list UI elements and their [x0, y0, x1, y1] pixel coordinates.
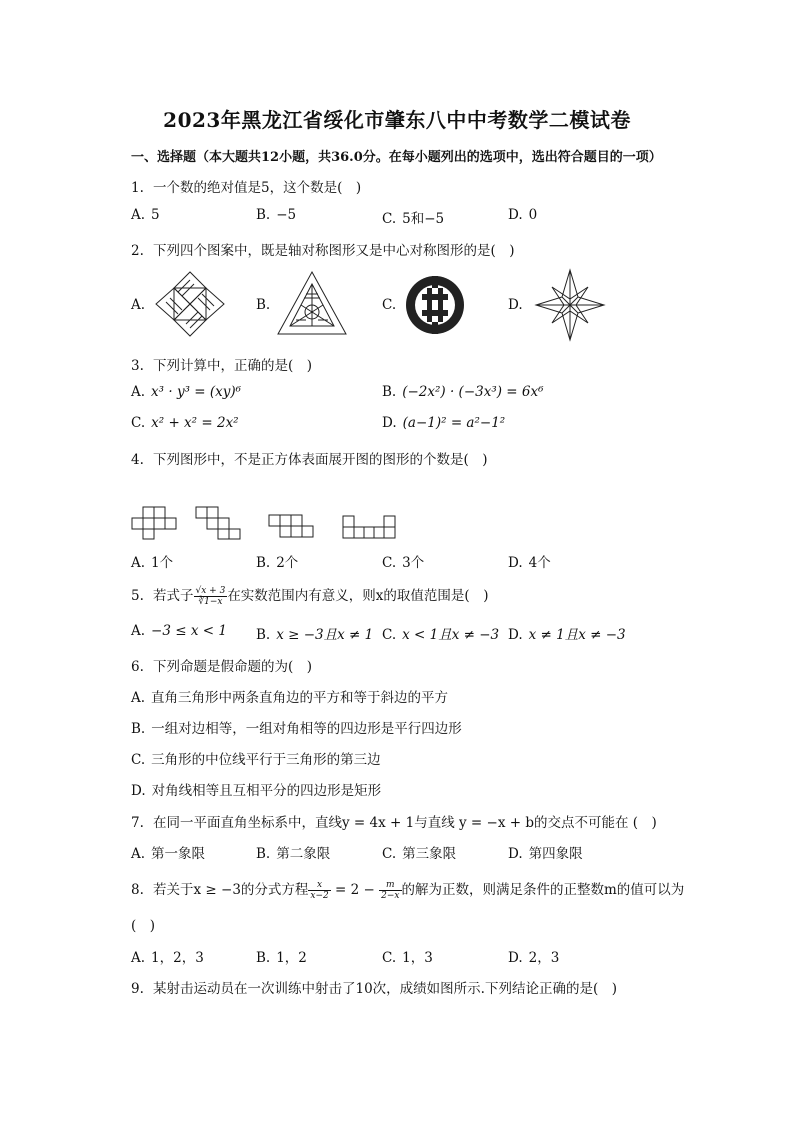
q2-option-a: A. — [131, 297, 146, 313]
q6-option-c: C. 三角形的中位线平行于三角形的第三边 — [131, 752, 381, 768]
question-4: 4. 下列图形中，不是正方体表面展开图的图形的个数是( ) — [131, 452, 488, 468]
question-6: 6. 下列命题是假命题的为( ) — [131, 659, 313, 675]
q3-option-d: D. (a−1)² = a²−1² — [382, 415, 506, 431]
question-text: 下列命题是假命题的为( ) — [153, 659, 313, 675]
question-number: 1. — [131, 180, 144, 196]
q3-option-c: C. x² + x² = 2x² — [131, 415, 239, 431]
q5-option-c: C. x < 1且x ≠ −3 — [382, 627, 500, 643]
q4-option-b: B. 2个 — [256, 555, 299, 571]
question-1 — [131, 176, 361, 196]
question-2: 2. 下列四个图案中，既是轴对称图形又是中心对称图形的是( ) — [131, 243, 515, 259]
question-5: 5. 若式子 $\frac{√x + 3}{∛1-x}$ 在实数范围内有意义，则x的取值范围是( ) — [131, 586, 489, 607]
pinwheel-figure — [152, 268, 228, 340]
question-text: 一个数的绝对值是5，这个数是( ) — [153, 180, 362, 196]
cube-net-1 — [131, 506, 179, 540]
q2-option-c: C. — [382, 297, 397, 313]
q5-option-d: D. x ≠ 1且x ≠ −3 — [508, 627, 626, 643]
fraction-2: $\frac{m}{2-x}$ — [381, 880, 400, 901]
question-text: 下列图形中，不是正方体表面展开图的图形的个数是( ) — [153, 452, 488, 468]
q3-option-b: B. (−2x²) · (−3x³) = 6x⁶ — [382, 384, 544, 400]
q5-option-a: A. −3 ≤ x < 1 — [131, 623, 227, 639]
q8-option-a: A. 1，2，3 — [131, 950, 204, 966]
q8-option-c: C. 1，3 — [382, 950, 433, 966]
question-text: 下列四个图案中，既是轴对称图形又是中心对称图形的是( ) — [153, 243, 515, 259]
cube-net-4 — [342, 515, 398, 541]
q6-option-a: A. 直角三角形中两条直角边的平方和等于斜边的平方 — [131, 690, 449, 706]
q3-option-a: A. x³ · y³ = (xy)⁶ — [131, 384, 242, 400]
question-text: 某射击运动员在一次训练中射击了10次，成绩如图所示.下列结论正确的是( ) — [153, 981, 618, 997]
q4-option-a: A. 1个 — [131, 555, 174, 571]
q6-option-d: D. 对角线相等且互相平分的四边形是矩形 — [131, 783, 382, 799]
q6-option-b: B. 一组对边相等，一组对角相等的四边形是平行四边形 — [131, 721, 462, 737]
bank-logo-figure — [404, 274, 466, 336]
question-7: 7. 在同一平面直角坐标系中，直线y = 4x + 1与直线 y = −x + b的交点不可能在 ( ) — [131, 815, 657, 831]
radical-fraction: $\frac{√x + 3}{∛1-x}$ — [195, 586, 226, 607]
q4-option-d: D. 4个 — [508, 555, 551, 571]
q2-option-d: D. — [508, 297, 523, 313]
q7-option-c: C. 第三象限 — [382, 846, 457, 862]
q5-option-b: B. x ≥ −3且x ≠ 1 — [256, 627, 374, 643]
q1-option-a: A. 5 — [131, 207, 160, 223]
q2-option-b: B. — [256, 297, 271, 313]
q7-option-a: A. 第一象限 — [131, 846, 206, 862]
question-text: 下列计算中，正确的是( ) — [153, 358, 313, 374]
cube-net-2 — [195, 506, 243, 540]
question-8-continued: ( ) — [131, 918, 156, 934]
q8-option-d: D. 2，3 — [508, 950, 560, 966]
cube-net-3 — [268, 514, 316, 540]
q1-option-c: C. 5和−5 — [382, 211, 445, 227]
triangle-figure — [276, 270, 348, 338]
question-3: 3. 下列计算中，正确的是( ) — [131, 358, 313, 374]
star-figure — [534, 268, 606, 342]
q1-option-b: B. −5 — [256, 207, 297, 223]
section-heading: 一、选择题（本大题共12小题，共36.0分。在每小题列出的选项中，选出符合题目的一项） — [131, 150, 662, 165]
q1-option-d: D. 0 — [508, 207, 538, 223]
question-9: 9. 某射击运动员在一次训练中射击了10次，成绩如图所示.下列结论正确的是( ) — [131, 981, 618, 997]
q7-option-b: B. 第二象限 — [256, 846, 331, 862]
q8-option-b: B. 1，2 — [256, 950, 307, 966]
q4-option-c: C. 3个 — [382, 555, 425, 571]
question-text: 在同一平面直角坐标系中，直线y = 4x + 1与直线 y = −x + b的交点不可能在 ( ) — [153, 815, 657, 831]
q7-option-d: D. 第四象限 — [508, 846, 583, 862]
question-8: 8. 若关于x ≥ −3的分式方程 $\frac{x}{x-2}$ = 2 − $\frac{m}{2-x}$ 的解为正数，则满足条件的正整数m的值可以为 — [131, 880, 685, 901]
page-title: 2023年黑龙江省绥化市肇东八中中考数学二模试卷 — [163, 108, 631, 132]
fraction-1: $\frac{x}{x-2}$ — [310, 880, 329, 901]
